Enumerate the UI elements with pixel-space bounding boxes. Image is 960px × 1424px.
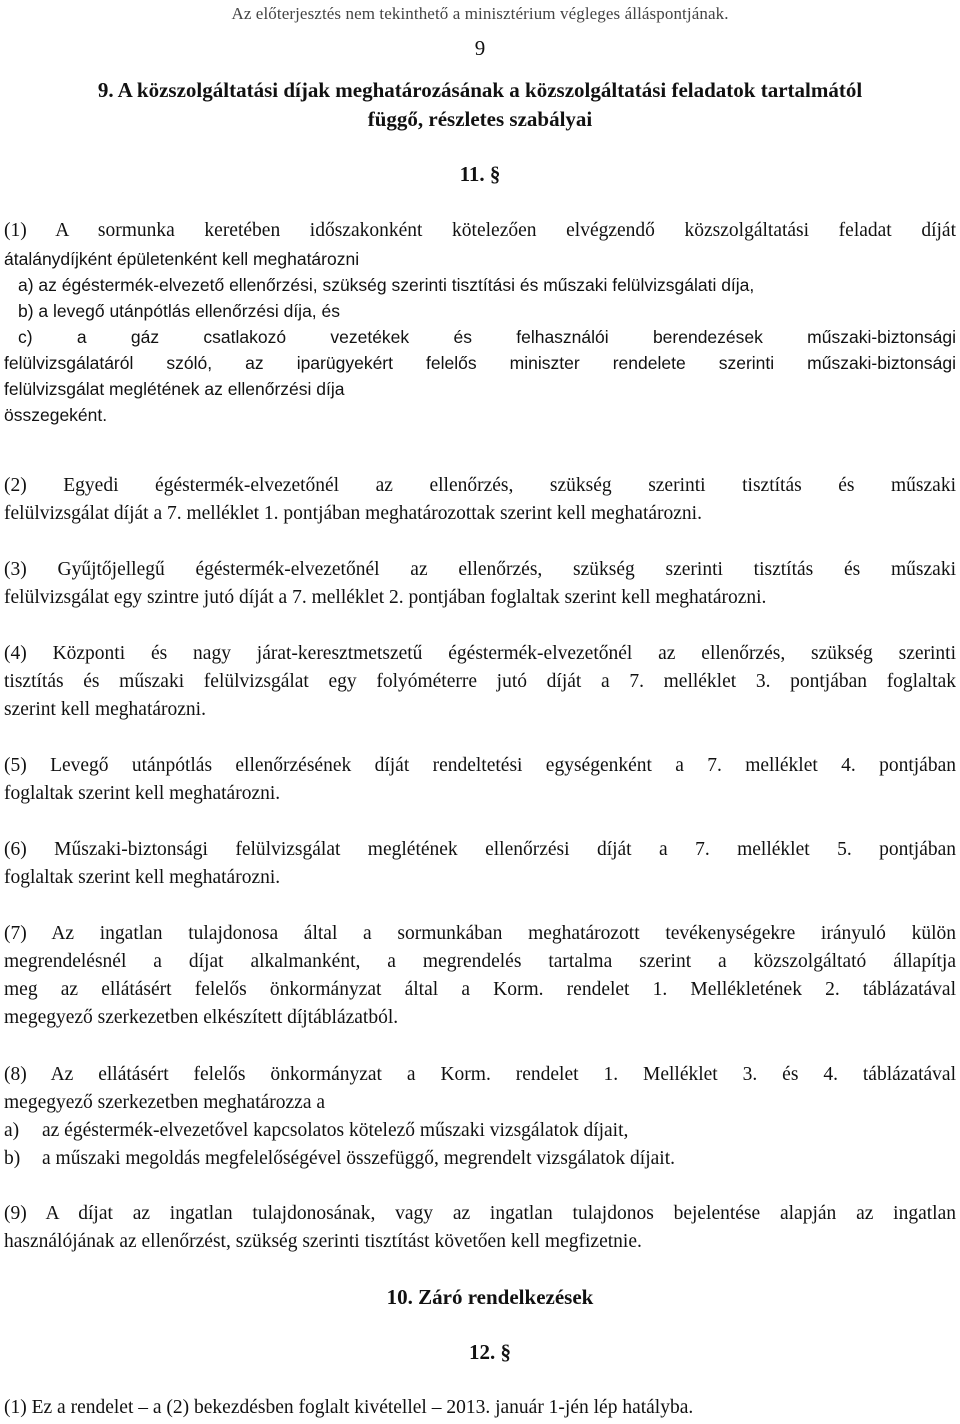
p8-line-1: (8) Az ellátásért felelős önkormányzat a Korm. rendelet 1. Melléklet 3. és 4. táblázatával	[4, 1064, 956, 1085]
paragraph-11-mark: 11. §	[459, 162, 501, 186]
draft-disclaimer: Az előterjesztés nem tekinthető a minisztérium végleges álláspontjának.	[231, 4, 729, 23]
p7-line-1: (7) Az ingatlan tulajdonosa által a sormunkában meghatározott tevékenységekre irányuló külön	[4, 923, 956, 944]
paragraph-11-6	[4, 836, 956, 892]
paragraph-11-9	[4, 1200, 956, 1256]
section-9-title-line-2: függő, részletes szabályai	[367, 107, 593, 131]
p4-line-2: tisztítás és műszaki felülvizsgálat egy folyóméterre jutó díját a 7. melléklet 3. pontjában foglaltak	[4, 671, 956, 692]
paragraph-11-3	[4, 556, 956, 612]
p1-closing: összegeként.	[4, 405, 108, 425]
paragraph-11-2	[4, 472, 956, 528]
paragraph-11-1-body	[4, 246, 956, 428]
p9-line-1: (9) A díjat az ingatlan tulajdonosának, vagy az ingatlan tulajdonos bejelentése alapján az ingatlan	[4, 1203, 956, 1224]
p7-line-4: megegyező szerkezetben elkészített díjtáblázatból.	[4, 1007, 399, 1028]
p1-item-c-line-3: felülvizsgálat meglétének az ellenőrzési díja	[4, 379, 345, 399]
p8-item-a-text: az égéstermék-elvezetővel kapcsolatos kötelező műszaki vizsgálatok díjait,	[42, 1120, 629, 1141]
p9-line-2: használójának az ellenőrzést, szükség szerinti tisztítást követően kell megfizetnie.	[4, 1231, 642, 1252]
p4-line-3: szerint kell meghatározni.	[4, 699, 206, 720]
p8-item-a	[4, 1117, 956, 1145]
paragraph-12-mark: 12. §	[469, 1340, 511, 1364]
p3-line-1: (3) Gyűjtőjellegű égéstermék-elvezetőnél az ellenőrzés, szükség szerinti tisztítás és műszaki	[4, 559, 956, 580]
p6-line-1: (6) Műszaki-biztonsági felülvizsgálat meglétének ellenőrzési díját a 7. melléklet 5. pontjában	[4, 839, 956, 860]
p6-line-2: foglaltak szerint kell meghatározni.	[4, 867, 281, 888]
section-9-title	[38, 76, 922, 134]
paragraph-11-4	[4, 640, 956, 724]
p5-line-2: foglaltak szerint kell meghatározni.	[4, 783, 281, 804]
section-9-title-line-1: 9. A közszolgáltatási díjak meghatározásának a közszolgáltatási feladatok tartalmától	[97, 78, 863, 102]
p1-line-2: átalánydíjként épületenként kell meghatározni	[4, 249, 360, 269]
p1-item-c-line-1: c) a gáz csatlakozó vezetékek és felhasználói berendezések műszaki-biztonsági	[18, 327, 956, 347]
p1-item-b: b) a levegő utánpótlás ellenőrzési díja, és	[18, 301, 341, 321]
p1-line-1: (1) A sormunka keretében időszakonként kötelezően elvégzendő közszolgáltatási feladat díját	[4, 220, 956, 241]
p1-item-a: a) az égéstermék-elvezető ellenőrzési, szükség szerinti tisztítási és műszaki felülvizsgálati díja,	[18, 275, 755, 295]
paragraph-11-8	[4, 1061, 956, 1173]
p7-line-2: megrendelésnél a díjat alkalmanként, a megrendelés tartalma szerint a közszolgáltató állapítja	[4, 951, 956, 972]
paragraph-11-7	[4, 920, 956, 1032]
paragraph-12-1	[4, 1394, 956, 1422]
p12-1-line-1: (1) Ez a rendelet – a (2) bekezdésben foglalt kivétellel – 2013. január 1-jén lép hatályba.	[4, 1397, 694, 1418]
p8-item-b-text: a műszaki megoldás megfelelőségével összefüggő, megrendelt vizsgálatok díjait.	[42, 1148, 676, 1169]
p8-item-b-marker: b)	[4, 1148, 21, 1169]
p8-line-2: megegyező szerkezetben meghatározza a	[4, 1092, 326, 1113]
p4-line-1: (4) Központi és nagy járat-keresztmetszetű égéstermék-elvezetőnél az ellenőrzés, szükség szerinti	[4, 643, 956, 664]
p7-line-3: meg az ellátásért felelős önkormányzat által a Korm. rendelet 1. Mellékletének 2. táblázatával	[4, 979, 956, 1000]
paragraph-11-5	[4, 752, 956, 808]
p5-line-1: (5) Levegő utánpótlás ellenőrzésének díját rendeltetési egységenként a 7. melléklet 4. pontjában	[4, 755, 956, 776]
page-number: 9	[474, 36, 486, 60]
p2-line-2: felülvizsgálat díját a 7. melléklet 1. pontjában meghatározottak szerint kell meghatározni.	[4, 503, 702, 524]
p1-item-c-line-2: felülvizsgálatáról szóló, az iparügyekért felelős miniszter rendelete szerinti műszaki-biztonsági	[4, 353, 956, 373]
p8-item-a-marker: a)	[4, 1120, 20, 1141]
paragraph-11-1-intro	[4, 217, 956, 245]
p8-item-b	[4, 1145, 956, 1173]
p2-line-1: (2) Egyedi égéstermék-elvezetőnél az ellenőrzés, szükség szerinti tisztítás és műszaki	[4, 475, 956, 496]
p3-line-2: felülvizsgálat egy szintre jutó díját a 7. melléklet 2. pontjában foglaltak szerint kell meghatározni.	[4, 587, 767, 608]
section-10-title: 10. Záró rendelkezések	[386, 1285, 594, 1309]
